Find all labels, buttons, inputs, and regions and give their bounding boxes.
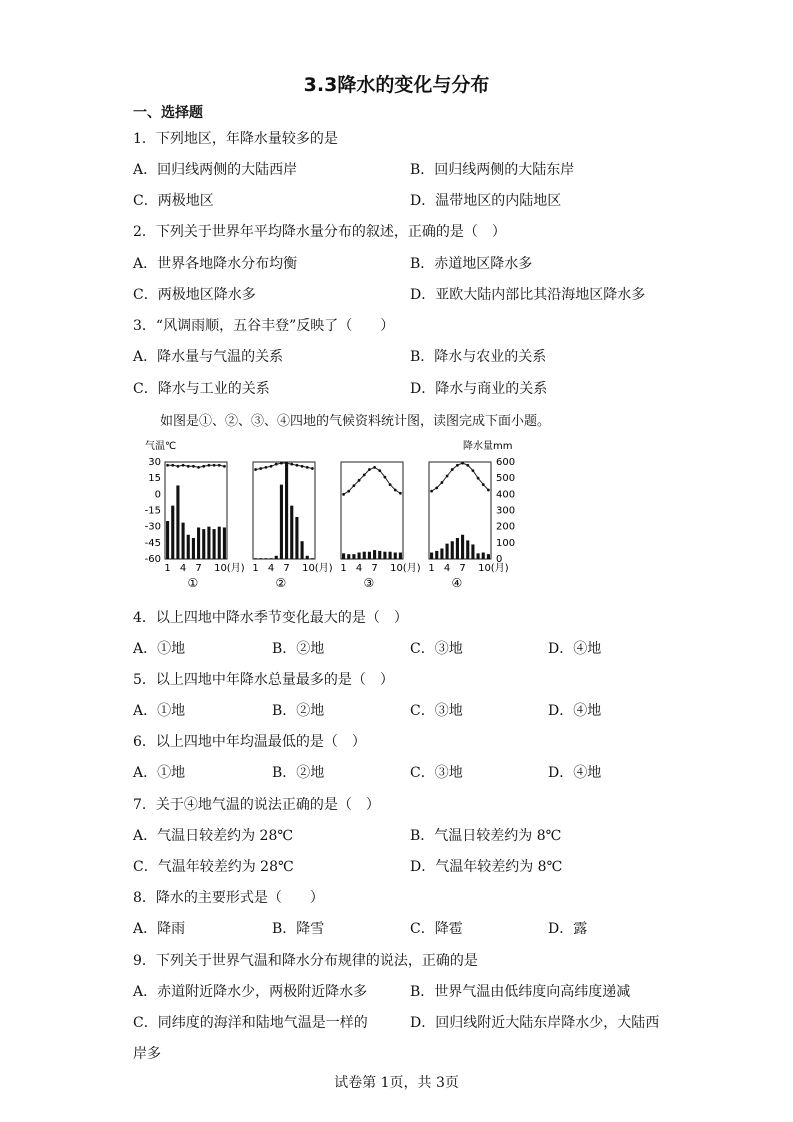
temperature-point [290, 463, 293, 466]
question-5-option-c[interactable]: C．③地 [410, 703, 463, 719]
question-9-option-a[interactable]: A．赤道附近降水少，两极附近降水多 [133, 984, 368, 1000]
left-tick-label: -15 [144, 505, 161, 517]
question-6-option-d[interactable]: D．④地 [548, 765, 602, 781]
right-tick-label: 600 [496, 457, 516, 468]
precipitation-bar [290, 506, 293, 559]
precipitation-bar [202, 529, 205, 559]
question-3-option-a[interactable]: A．降水量与气温的关系 [133, 349, 284, 365]
precipitation-bar [347, 554, 350, 559]
left-tick-label: -45 [144, 537, 161, 549]
month-tick-label: 7 [459, 563, 466, 574]
question-4-option-a[interactable]: A．①地 [133, 641, 186, 657]
question-7-option-c[interactable]: C．气温年较差约为 28℃ [133, 859, 294, 875]
precipitation-bar [275, 556, 278, 559]
precipitation-bar [451, 541, 454, 559]
precipitation-bar [487, 554, 490, 559]
question-6-option-b[interactable]: B．②地 [272, 765, 325, 781]
temperature-point [466, 464, 469, 467]
precipitation-bar [389, 552, 392, 559]
question-7-stem: 7．关于④地气温的说法正确的是（ ） [133, 797, 380, 813]
left-tick-label: 15 [148, 473, 161, 485]
temperature-point [389, 483, 392, 486]
question-4-option-b[interactable]: B．②地 [272, 641, 325, 657]
temperature-line [256, 463, 313, 469]
temperature-point [482, 483, 485, 486]
month-tick-label: 10(月) [214, 563, 245, 574]
question-1-option-a[interactable]: A．回归线两侧的大陆西岸 [133, 162, 298, 178]
question-9-option-c[interactable]: C．同纬度的海洋和陆地气温是一样的 [133, 1015, 368, 1031]
question-5-stem: 5．以上四地中年降水总量最多的是（ ） [133, 672, 394, 688]
climate-chart-3 [340, 462, 420, 590]
question-2-option-c[interactable]: C．两极地区降水多 [133, 287, 256, 303]
climate-chart-2 [252, 462, 332, 590]
chart-frame [253, 462, 315, 559]
precipitation-bar [192, 538, 195, 559]
precipitation-bar [482, 553, 485, 559]
month-tick-label: 7 [371, 563, 378, 574]
left-tick-label: -60 [144, 554, 161, 565]
right-tick-label: 200 [496, 521, 516, 533]
temperature-point [368, 468, 371, 471]
question-3-option-b[interactable]: B．降水与农业的关系 [410, 349, 547, 365]
precipitation-bar [440, 548, 443, 559]
question-9-option-b[interactable]: B．世界气温由低纬度向高纬度递减 [410, 984, 631, 1000]
month-tick-label: 10(月) [302, 563, 333, 574]
temperature-point [378, 469, 381, 472]
precipitation-bar [471, 544, 474, 559]
section-heading: 一、选择题 [133, 105, 203, 121]
month-tick-label: 1 [428, 563, 435, 574]
question-6-option-a[interactable]: A．①地 [133, 765, 186, 781]
question-5-option-d[interactable]: D．④地 [548, 703, 602, 719]
question-8-option-c[interactable]: C．降雹 [410, 921, 463, 937]
month-tick-label: 7 [195, 563, 202, 574]
panel-label: ④ [451, 576, 463, 590]
month-tick-label: 4 [443, 563, 451, 574]
temperature-point [218, 464, 221, 467]
right-tick-label: 500 [496, 473, 516, 485]
question-8-option-a[interactable]: A．降雨 [133, 921, 186, 937]
month-tick-label: 4 [267, 563, 275, 574]
precipitation-bar [182, 523, 185, 559]
left-tick-label: -30 [144, 521, 161, 533]
temperature-point [446, 475, 449, 478]
temperature-line [432, 463, 489, 491]
precipitation-bar [435, 551, 438, 559]
question-8-option-b[interactable]: B．降雪 [272, 921, 325, 937]
temperature-point [373, 466, 376, 469]
temperature-point [441, 481, 444, 484]
precipitation-bar [456, 538, 459, 559]
precipitation-bar [213, 529, 216, 559]
precipitation-bar [197, 527, 200, 559]
temperature-point [296, 464, 299, 467]
month-tick-label: 7 [283, 563, 290, 574]
temperature-point [363, 474, 366, 477]
month-tick-label: 4 [355, 563, 363, 574]
precipitation-bar [430, 553, 433, 559]
precipitation-bar [270, 558, 273, 559]
right-tick-label: 100 [496, 537, 516, 549]
precipitation-bar [311, 558, 314, 559]
temperature-point [275, 463, 278, 466]
precipitation-bar [383, 552, 386, 559]
temperature-point [192, 465, 195, 468]
temperature-point [265, 466, 268, 469]
temperature-point [285, 462, 288, 465]
precipitation-bar [176, 485, 179, 559]
question-1-option-b[interactable]: B．回归线两侧的大陆东岸 [410, 162, 575, 178]
right-tick-label: 300 [496, 505, 516, 517]
temperature-point [384, 476, 387, 479]
question-1-option-c[interactable]: C．两极地区 [133, 193, 214, 209]
temperature-point [306, 466, 309, 469]
question-2-option-b[interactable]: B．赤道地区降水多 [410, 256, 533, 272]
question-4-option-c[interactable]: C．③地 [410, 641, 463, 657]
precipitation-bar [187, 535, 190, 559]
temperature-point [451, 468, 454, 471]
temperature-point [311, 467, 314, 470]
precipitation-bar [378, 551, 381, 559]
question-5-option-a[interactable]: A．①地 [133, 703, 186, 719]
left-tick-label: 30 [148, 457, 161, 468]
temperature-point [208, 464, 211, 467]
question-6-option-c[interactable]: C．③地 [410, 765, 463, 781]
temperature-point [187, 465, 190, 468]
precipitation-bar [301, 541, 304, 559]
question-4-stem: 4．以上四地中降水季节变化最大的是（ ） [133, 610, 408, 626]
panel-label: ① [187, 576, 199, 590]
temperature-point [487, 489, 490, 492]
precipitation-bar [166, 521, 169, 559]
question-9-option-d[interactable]: D．回归线附近大陆东岸降水少，大陆西 [410, 1015, 660, 1031]
precipitation-bar [358, 553, 361, 559]
question-2-option-d[interactable]: D．亚欧大陆内部比其沿海地区降水多 [410, 287, 646, 303]
temperature-point [270, 465, 273, 468]
temperature-point [166, 464, 169, 467]
month-tick-label: 1 [252, 563, 259, 574]
temperature-point [435, 486, 438, 489]
question-1-stem: 1．下列地区，年降水量较多的是 [133, 131, 338, 147]
question-2-stem: 2．下列关于世界年平均降水量分布的叙述，正确的是（ ） [133, 224, 506, 240]
temperature-point [223, 465, 226, 468]
temperature-point [461, 462, 464, 465]
precipitation-bar [207, 527, 210, 559]
question-8-option-d[interactable]: D．露 [548, 921, 588, 937]
figure-intro: 如图是①、②、③、④四地的气候资料统计图，读图完成下面小题。 [160, 414, 551, 429]
climate-charts-figure [130, 435, 530, 595]
precipitation-bar [394, 553, 397, 559]
precipitation-bar [280, 485, 283, 559]
month-tick-label: 4 [179, 563, 187, 574]
precipitation-bar [446, 544, 449, 559]
temperature-point [430, 490, 433, 493]
precipitation-bar [171, 506, 174, 559]
precipitation-bar [264, 558, 267, 559]
temperature-point [472, 469, 475, 472]
temperature-point [171, 464, 174, 467]
temperature-point [213, 464, 216, 467]
question-3-stem: 3．“风调雨顺，五谷丰登”反映了（ ） [133, 318, 395, 334]
temperature-point [399, 492, 402, 495]
right-axis-label: 降水量mm [463, 441, 513, 452]
right-tick-label: 0 [496, 554, 503, 565]
precipitation-bar [223, 527, 226, 559]
precipitation-bar [368, 552, 371, 559]
panel-label: ② [275, 576, 287, 590]
temperature-point [182, 464, 185, 467]
precipitation-bar [218, 527, 221, 559]
question-4-option-d[interactable]: D．④地 [548, 641, 602, 657]
temperature-point [202, 465, 205, 468]
left-tick-label: 0 [154, 489, 161, 501]
precipitation-bar [461, 535, 464, 559]
precipitation-bar [466, 540, 469, 559]
right-tick-label: 400 [496, 489, 516, 501]
month-tick-label: 10(月) [390, 563, 421, 574]
question-3-option-d[interactable]: D．降水与商业的关系 [410, 381, 548, 397]
temperature-point [301, 465, 304, 468]
question-5-option-b[interactable]: B．②地 [272, 703, 325, 719]
precipitation-bar [477, 553, 480, 559]
temperature-point [347, 490, 350, 493]
chart-frame [341, 462, 403, 559]
precipitation-bar [373, 550, 376, 559]
climate-chart-1 [164, 462, 244, 590]
question-8-stem: 8．降水的主要形式是（ ） [133, 890, 324, 906]
temperature-point [254, 468, 257, 471]
chart-frame [429, 462, 491, 559]
question-7-option-b[interactable]: B．气温日较差约为 8℃ [410, 828, 562, 844]
left-axis-label: 气温℃ [145, 441, 177, 452]
precipitation-bar [254, 558, 257, 559]
precipitation-bar [352, 554, 355, 559]
temperature-point [358, 479, 361, 482]
question-7-option-d[interactable]: D．气温年较差约为 8℃ [410, 859, 563, 875]
month-tick-label: 10(月) [478, 563, 509, 574]
question-9-option-d-continuation: 岸多 [133, 1046, 161, 1062]
question-2-option-a[interactable]: A．世界各地降水分布均衡 [133, 256, 298, 272]
precipitation-bar [259, 558, 262, 559]
panel-label: ③ [363, 576, 375, 590]
month-tick-label: 1 [340, 563, 347, 574]
temperature-point [259, 467, 262, 470]
temperature-point [477, 477, 480, 480]
temperature-point [394, 489, 397, 492]
temperature-point [456, 464, 459, 467]
page-footer: 试卷第 1页，共 3页 [334, 1075, 459, 1091]
temperature-line [168, 465, 225, 467]
page-title: 3.3降水的变化与分布 [303, 74, 490, 96]
temperature-line [344, 467, 401, 494]
question-9-stem: 9．下列关于世界气温和降水分布规律的说法，正确的是 [133, 953, 478, 969]
month-tick-label: 1 [164, 563, 171, 574]
question-1-option-d[interactable]: D．温带地区的内陆地区 [410, 193, 562, 209]
temperature-point [353, 484, 356, 487]
precipitation-bar [363, 552, 366, 559]
temperature-point [197, 466, 200, 469]
question-3-option-c[interactable]: C．降水与工业的关系 [133, 381, 270, 397]
temperature-point [280, 462, 283, 465]
question-7-option-a[interactable]: A．气温日较差约为 28℃ [133, 828, 294, 844]
temperature-point [177, 465, 180, 468]
precipitation-bar [306, 556, 309, 559]
temperature-point [342, 493, 345, 496]
precipitation-bar [295, 517, 298, 559]
precipitation-bar [285, 462, 288, 559]
precipitation-bar [342, 553, 345, 559]
question-6-stem: 6．以上四地中年均温最低的是（ ） [133, 734, 366, 750]
precipitation-bar [399, 553, 402, 559]
